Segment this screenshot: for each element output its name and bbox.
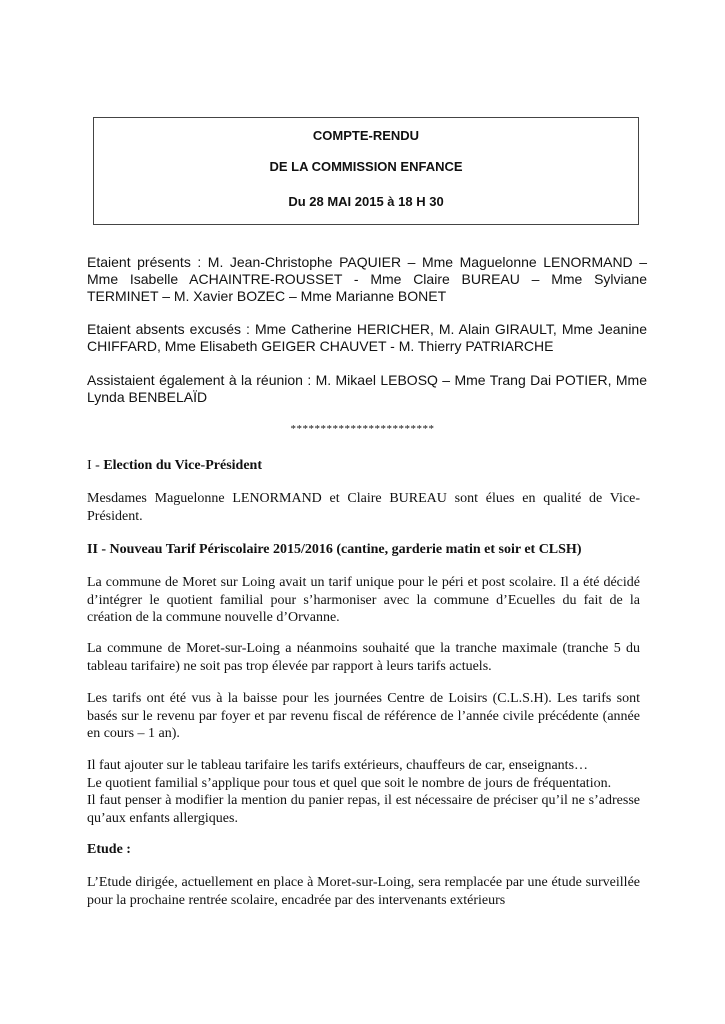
section-2-heading: [87, 541, 640, 559]
section-1-title: Election du Vice-Président: [103, 458, 262, 473]
section-2-p4-line-c: Il faut penser à modifier la mention du panier repas, il est nécessaire de préciser qu’il ne s’adresse qu’aux enfants allergiques.: [87, 793, 640, 826]
section-2-p4-line-b: Le quotient familial s’applique pour tous et quel que soit le nombre de jours de fréquentation.: [87, 775, 612, 791]
section-2-paragraph-1: La commune de Moret sur Loing avait un tarif unique pour le péri et post scolaire. Il a été décidé d’intégrer le quotient familial pour s’harmoniser avec la commune d’Ecuelles du fait de la création de la commune nouvelle d’Orvanne.: [87, 575, 640, 625]
section-2-title: II - Nouveau Tarif Périscolaire 2015/2016 (cantine, garderie matin et soir et CLSH): [87, 542, 582, 557]
title-box: [93, 117, 639, 225]
section-2-paragraph-2: La commune de Moret-sur-Loing a néanmoins souhaité que la tranche maximale (tranche 5 du tableau tarifaire) ne soit pas trop élevée par rapport à leurs tarifs actuels.: [87, 641, 640, 674]
etude-paragraph: L’Etude dirigée, actuellement en place à Moret-sur-Loing, sera remplacée par une étude surveillée pour la prochaine rentrée scolaire, encadrée par des intervenants extérieurs: [87, 875, 640, 908]
title-line-3: Du 28 MAI 2015 à 18 H 30: [288, 194, 444, 209]
section-1-heading: [87, 457, 640, 475]
etude-title: Etude :: [87, 842, 131, 857]
section-2-paragraph-3: Les tarifs ont été vus à la baisse pour les journées Centre de Loisirs (C.L.S.H). Les tarifs sont basés sur le revenu par foyer et par revenu fiscal de référence de l’année civile précédente (année en cours – 1 an).: [87, 691, 640, 741]
also-present-paragraph: Assistaient également à la réunion : M. Mikael LEBOSQ – Mme Trang Dai POTIER, Mme Lynda BENBELAÏD: [87, 372, 647, 405]
absent-paragraph: Etaient absents excusés : Mme Catherine HERICHER, M. Alain GIRAULT, Mme Jeanine CHIFFARD, Mme Elisabeth GEIGER CHAUVET - M. Thierry PATRIARCHE: [87, 321, 647, 354]
section-2-p4-line-a: Il faut ajouter sur le tableau tarifaire les tarifs extérieurs, chauffeurs de car, enseignants…: [87, 758, 589, 773]
present-paragraph: Etaient présents : M. Jean-Christophe PAQUIER – Mme Maguelonne LENORMAND – Mme Isabelle ACHAINTRE-ROUSSET - Mme Claire BUREAU – Mme Sylviane TERMINET – M. Xavier BOZEC – Mme Marianne BONET: [87, 254, 647, 304]
section-1-prefix: I -: [87, 458, 104, 473]
section-2-paragraph-4: [87, 757, 640, 827]
separator: ************************: [290, 423, 435, 435]
title-line-2: DE LA COMMISSION ENFANCE: [269, 159, 463, 174]
title-line-1: COMPTE-RENDU: [312, 128, 420, 143]
etude-heading: [87, 841, 640, 859]
section-1-body: Mesdames Maguelonne LENORMAND et Claire BUREAU sont élues en qualité de Vice-Président.: [87, 491, 640, 524]
